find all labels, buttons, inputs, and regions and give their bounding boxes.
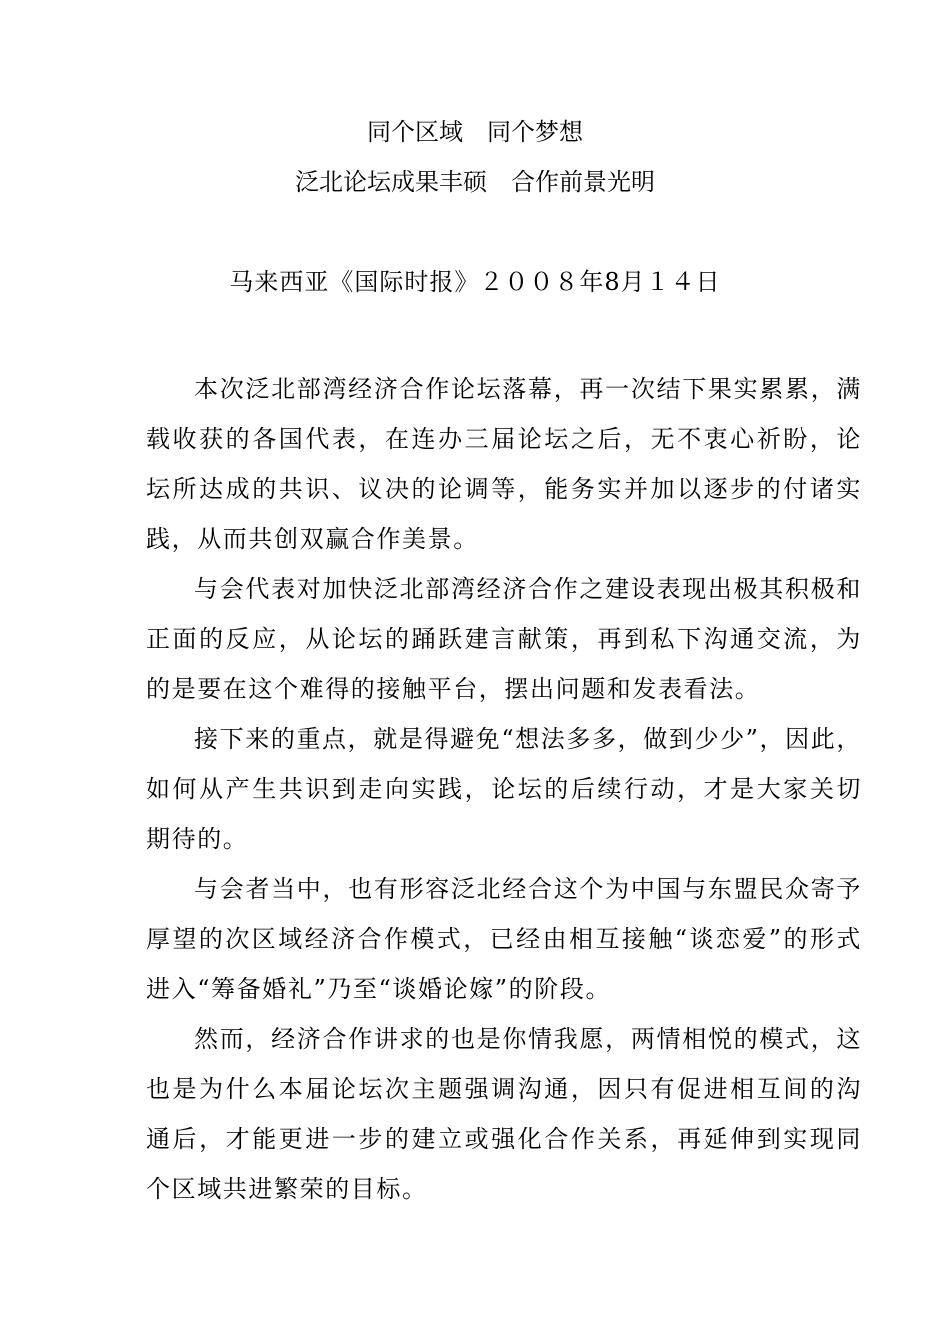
paragraph-2: 与会代表对加快泛北部湾经济合作之建设表现出极其积极和正面的反应，从论坛的踊跃建言献策，再到私下沟通交流，为的是要在这个难得的接触平台，摆出问题和发表看法。 (146, 575, 862, 703)
headline-line-1: 同个区域 同个梦想 (367, 118, 583, 146)
paragraph-5: 然而，经济合作讲求的也是你情我愿，两情相悦的模式，这也是为什么本届论坛次主题强调沟通，因只有促进相互间的沟通后，才能更进一步的建立或强化合作关系，再延伸到实现同个区域共进繁荣的目标。 (146, 1025, 862, 1203)
paragraph-3: 接下来的重点，就是得避免“想法多多，做到少少”，因此，如何从产生共识到走向实践，论坛的后续行动，才是大家关切期待的。 (146, 725, 862, 853)
paragraph-4: 与会者当中，也有形容泛北经合这个为中国与东盟民众寄予厚望的次区域经济合作模式，已经由相互接触“谈恋爱”的形式进入“筹备婚礼”乃至“谈婚论嫁”的阶段。 (146, 875, 862, 1003)
headline-line-2: 泛北论坛成果丰硕 合作前景光明 (295, 168, 655, 196)
dateline: 马来西亚《国际时报》２００８年8月１４日 (229, 268, 721, 296)
article-body (146, 364, 862, 1214)
paragraph-1: 本次泛北部湾经济合作论坛落幕，再一次结下果实累累，满载收获的各国代表，在连办三届论坛之后，无不衷心祈盼，论坛所达成的共识、议决的论调等，能务实并加以逐步的付诸实践，从而共创双赢合作美景。 (146, 375, 862, 553)
